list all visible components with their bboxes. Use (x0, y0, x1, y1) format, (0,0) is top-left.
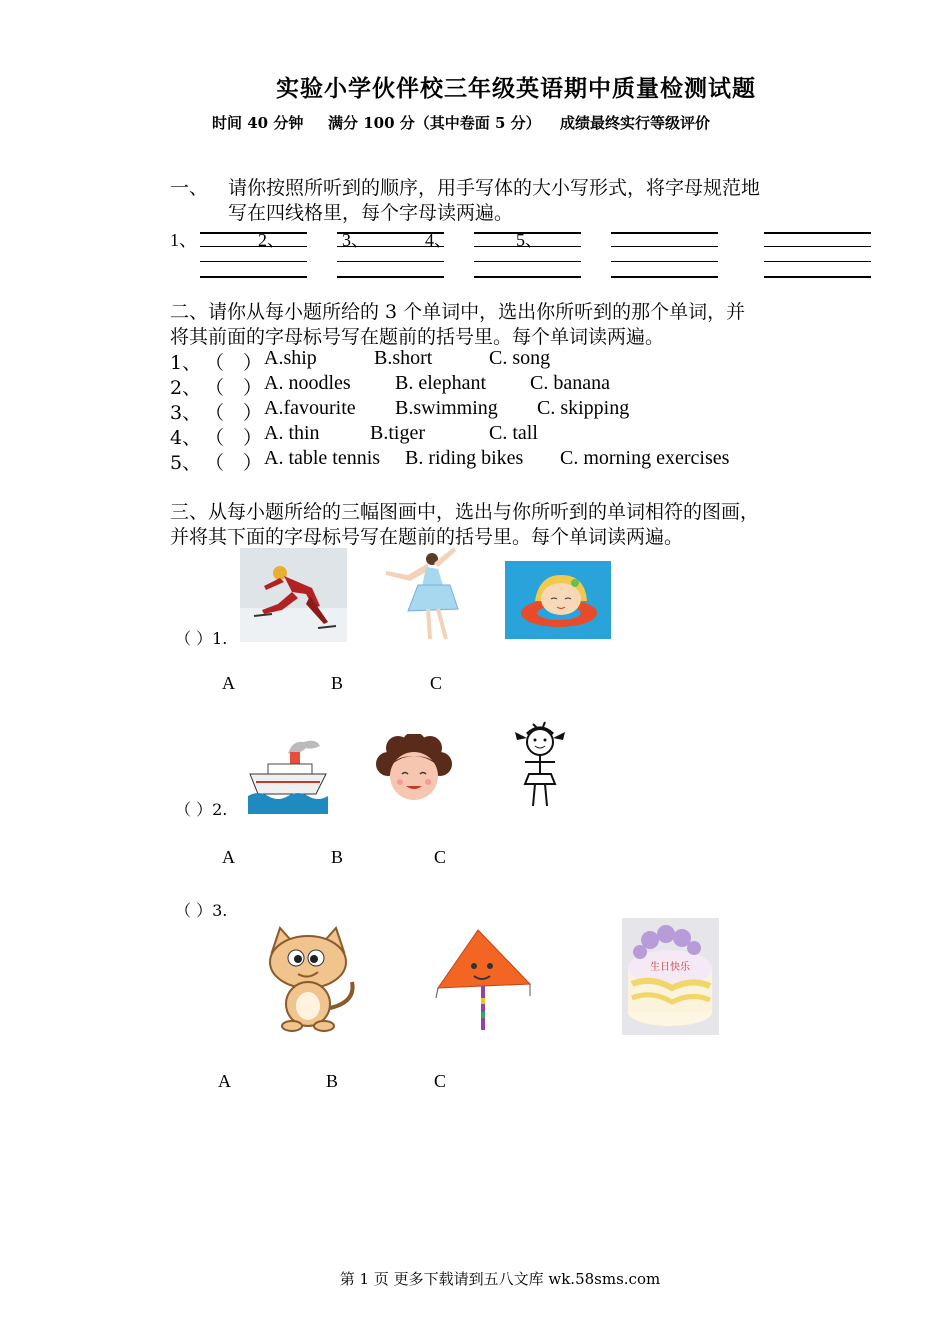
swimming-girl-image[interactable] (505, 561, 611, 639)
exam-grading: 成绩最终实行等级评价 (560, 114, 711, 132)
exam-score: 满分 100 分（其中卷面 5 分） (328, 114, 541, 132)
item-number: 1、 (170, 352, 202, 374)
picture-option-c: C (430, 673, 443, 693)
kite-image[interactable] (430, 926, 536, 1034)
section2-instruction-line2: 将其前面的字母标号写在题前的括号里。每个单词读两遍。 (170, 326, 665, 348)
option-c: C. skipping (537, 397, 630, 419)
grid-label-2: 2、 (258, 230, 285, 250)
grid-label-4: 4、 (425, 230, 452, 250)
option-c: C. song (489, 347, 551, 369)
answer-paren[interactable]: （ ） (205, 352, 263, 374)
option-b: B. riding bikes (405, 447, 524, 469)
picture-option-c: C (434, 847, 447, 867)
grid-label-5: 5、 (516, 230, 543, 250)
option-b: B. elephant (395, 372, 487, 394)
option-c: C. tall (489, 422, 538, 444)
section3-instruction-line1: 三、从每小题所给的三幅图画中，选出与你所听到的单词相符的图画， (170, 501, 760, 523)
picture-question-label[interactable]: （ ）3. (175, 901, 228, 920)
item-number: 3、 (170, 402, 202, 424)
item-number: 2、 (170, 377, 202, 399)
picture-option-b: B (326, 1071, 339, 1091)
item-number: 4、 (170, 427, 202, 449)
picture-option-b: B (331, 673, 344, 693)
option-a: A.ship (264, 347, 317, 369)
option-a: A.favourite (264, 397, 356, 419)
section1-number: 一、 (170, 177, 209, 199)
answer-paren[interactable]: （ ） (205, 402, 263, 424)
option-c: C. banana (530, 372, 610, 394)
speed-skater-image[interactable] (240, 548, 347, 642)
answer-paren[interactable]: （ ） (205, 377, 263, 399)
section1-instruction-line1: 请你按照所听到的顺序，用手写体的大小写形式，将字母规范地 (228, 177, 761, 199)
picture-question-label[interactable]: （ ）1. (175, 629, 228, 648)
option-c: C. morning exercises (560, 447, 730, 469)
option-b: B.short (374, 347, 433, 369)
picture-option-a: A (222, 673, 235, 693)
stick-girl-image[interactable] (505, 718, 575, 810)
section3-instruction-line2: 并将其下面的字母标号写在题前的括号里。每个单词读两遍。 (170, 526, 684, 548)
cake-text: 生日快乐 (650, 962, 690, 973)
grid-label-3: 3、 (342, 230, 369, 250)
birthday-cake-image[interactable] (622, 918, 719, 1035)
ballet-dancer-image[interactable] (378, 545, 462, 643)
curly-hair-face-image[interactable] (374, 734, 454, 804)
picture-option-b: B (331, 847, 344, 867)
option-a: A. table tennis (264, 447, 381, 469)
option-b: B.swimming (395, 397, 498, 419)
picture-question-label[interactable]: （ ）2. (175, 800, 228, 819)
four-line-grid[interactable] (611, 232, 718, 282)
picture-option-a: A (218, 1071, 231, 1091)
option-a: A. noodles (264, 372, 351, 394)
item-number: 5、 (170, 452, 202, 474)
option-b: B.tiger (370, 422, 425, 444)
grid-label-1: 1、 (170, 230, 197, 250)
answer-paren[interactable]: （ ） (205, 452, 263, 474)
ship-image[interactable] (246, 734, 330, 814)
four-line-grid[interactable] (200, 232, 307, 282)
option-a: A. thin (264, 422, 320, 444)
four-line-grid[interactable] (764, 232, 871, 282)
answer-paren[interactable]: （ ） (205, 427, 263, 449)
cartoon-cat-image[interactable] (252, 922, 364, 1034)
section2-instruction-line1: 二、请你从每小题所给的 3 个单词中，选出你所听到的那个单词，并 (170, 301, 746, 323)
exam-time: 时间 40 分钟 (212, 114, 304, 132)
picture-option-a: A (222, 847, 235, 867)
picture-option-c: C (434, 1071, 447, 1091)
page-footer: 第 1 页 更多下载请到五八文库 wk.58sms.com (339, 1270, 661, 1288)
section1-instruction-line2: 写在四线格里，每个字母读两遍。 (228, 202, 514, 224)
page-title: 实验小学伙伴校三年级英语期中质量检测试题 (276, 75, 756, 102)
